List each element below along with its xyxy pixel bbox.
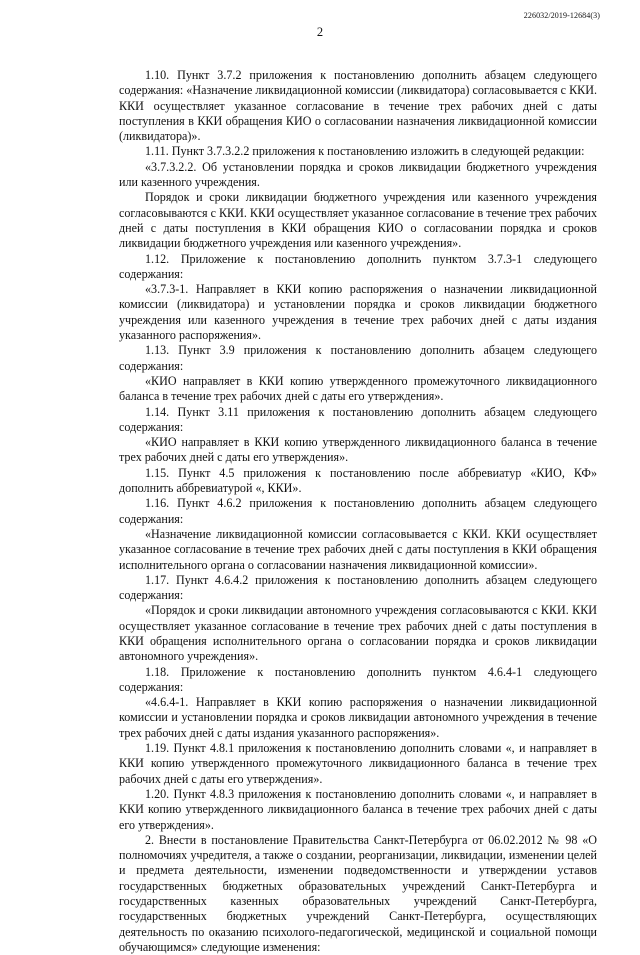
paragraph-1-11: 1.11. Пункт 3.7.3.2.2 приложения к постановлению изложить в следующей редакции:: [145, 144, 585, 159]
document-body: [119, 68, 597, 955]
paragraph-1-19: 1.19. Пункт 4.8.1 приложения к постановлению дополнить словами «, и направляет в ККИ копию утвержденного промежуточного ликвидационного баланса в течение трех рабочих дней с даты его утверждения».: [119, 741, 597, 786]
document-id: 226032/2019-12684(3): [523, 11, 600, 20]
paragraph-1-17-quote: «Порядок и сроки ликвидации автономного учреждения согласовываются с ККИ. ККИ осуществляет указанное согласование в течение трех рабочих дней с даты поступления в ККИ обращения исполнительного органа о согласовании порядка и сроков ликвидации автономного учреждения».: [119, 603, 597, 664]
paragraph-1-11-quote-cont: Порядок и сроки ликвидации бюджетного учреждения или казенного учреждения согласовываются с ККИ. ККИ осуществляет указанное согласование в течение трех рабочих дней с даты поступления в ККИ обращения КИО о согласовании порядка и сроков ликвидации бюджетного учреждения или казенного учреждения».: [119, 190, 597, 251]
paragraph-1-14: 1.14. Пункт 3.11 приложения к постановлению дополнить абзацем следующего содержания:: [119, 404, 597, 434]
paragraph-1-12-quote: «3.7.3-1. Направляет в ККИ копию распоряжения о назначении ликвидационной комиссии (ликвидатора) и установлении порядка и сроков ликвидации бюджетного учреждения или казенного учреждения в течение трех рабочих дней с даты издания указанного распоряжения».: [119, 282, 597, 343]
paragraph-1-16: 1.16. Пункт 4.6.2 приложения к постановлению дополнить абзацем следующего содержания:: [119, 496, 597, 526]
paragraph-1-13: 1.13. Пункт 3.9 приложения к постановлению дополнить абзацем следующего содержания:: [119, 343, 597, 373]
paragraph-1-16-quote: «Назначение ликвидационной комиссии согласовывается с ККИ. ККИ осуществляет указанное согласование в течение трех рабочих дней с даты поступления в ККИ обращения исполнительного органа о согласовании назначения ликвидационной комиссии».: [119, 526, 597, 572]
paragraph-2: 2. Внести в постановление Правительства Санкт-Петербурга от 06.02.2012 № 98 «О полномочиях учредителя, а также о создании, реорганизации, ликвидации, изменении целей и предмета деятельности, изменении подведомственности и утверждении уставов государственных бюджетных образовательных учреждений Санкт-Петербурга и государственных казенных образовательных учреждений Санкт-Петербурга, государственных бюджетных учреждений Санкт-Петербурга, осуществляющих деятельность по оказанию психолого-педагогической, медицинской и социальной помощи обучающимся» следующие изменения:: [119, 832, 597, 954]
paragraph-1-14-quote: «КИО направляет в ККИ копию утвержденного ликвидационного баланса в течение трех рабочих дней с даты его утверждения».: [119, 435, 597, 465]
paragraph-1-10: 1.10. Пункт 3.7.2 приложения к постановлению дополнить абзацем следующего содержания: «Назначение ликвидационной комиссии (ликвидатора) согласовывается с ККИ. ККИ осуществляет указанное согласование в течение трех рабочих дней с даты поступления в ККИ обращения КИО о согласовании назначения ликвидационной комиссии (ликвидатора)».: [119, 68, 597, 144]
paragraph-1-18: 1.18. Приложение к постановлению дополнить пунктом 4.6.4-1 следующего содержания:: [119, 664, 597, 694]
paragraph-1-12: 1.12. Приложение к постановлению дополнить пунктом 3.7.3-1 следующего содержания:: [119, 251, 597, 281]
page-number: 2: [316, 25, 324, 39]
paragraph-1-20: 1.20. Пункт 4.8.3 приложения к постановлению дополнить словами «, и направляет в ККИ копию утвержденного ликвидационного баланса в течение трех рабочих дней с даты его утверждения».: [119, 786, 597, 832]
paragraph-1-11-quote: «3.7.3.2.2. Об установлении порядка и сроков ликвидации бюджетного учреждения или казенного учреждения.: [119, 159, 597, 190]
paragraph-1-17: 1.17. Пункт 4.6.4.2 приложения к постановлению дополнить абзацем следующего содержания:: [119, 572, 597, 603]
paragraph-1-18-quote: «4.6.4-1. Направляет в ККИ копию распоряжения о назначении ликвидационной комиссии и установлении порядка и сроков ликвидации автономного учреждения в течение трех рабочих дней с даты издания указанного распоряжения».: [119, 695, 597, 740]
paragraph-1-13-quote: «КИО направляет в ККИ копию утвержденного промежуточного ликвидационного баланса в течение трех рабочих дней с даты его утверждения».: [119, 373, 597, 404]
paragraph-1-15: 1.15. Пункт 4.5 приложения к постановлению после аббревиатур «КИО, КФ» дополнить аббревиатурой «, ККИ».: [119, 465, 597, 496]
